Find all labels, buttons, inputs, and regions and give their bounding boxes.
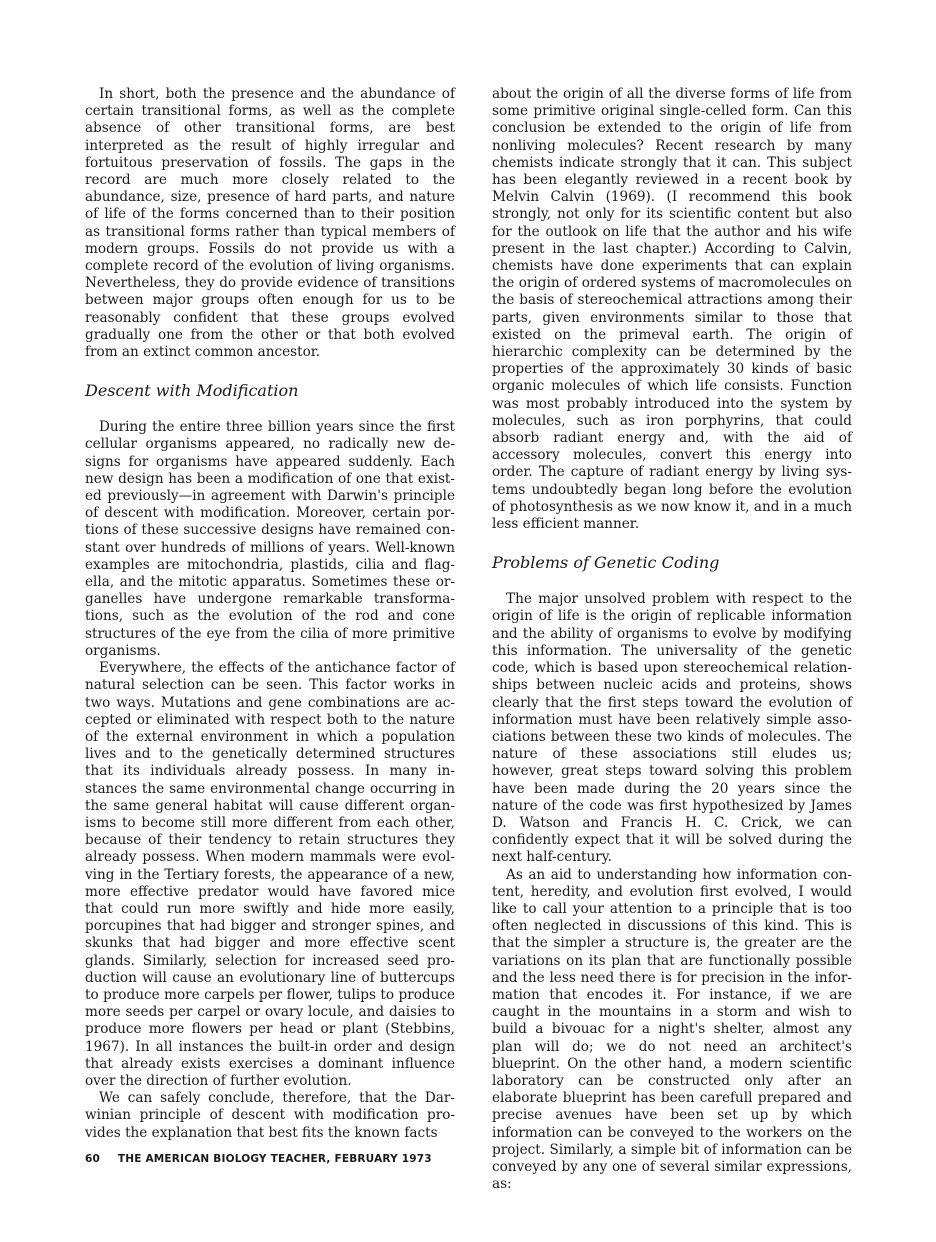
paragraph-natural-selection: Everywhere, the effects of the antichance factor of natural selection can be seen. This factor works in two ways. Mutations and gene combinations are accepted or eliminated with respect both to the nature of the external environment in which a population lives and to the genetically determined structures that its individuals already possess. In many instances the same environmental change occurring in the same general habitat will cause different organisms to become still more different from each other, because of their tendency to retain structures they already possess. When modern mammals were evolving in the Tertiary forests, the appearance of a new, more effective predator would have favored mice that could run more swiftly and hide more easily, porcupines that had bigger and stronger spines, and skunks that had bigger and more effective scent glands. Similarly, selection for increased seed production will cause an evolutionary line of buttercups to produce more carpels per flower, tulips to produce more seeds per carpel or ovary locule, and daisies to produce more flowers per head or plant (Stebbins, 1967). In all instances the built-in order and design that already exists exercises a dominant influence over the direction of further evolution.: [85, 660, 455, 1089]
paragraph-genetic-code: The major unsolved problem with respect to the origin of life is the origin of replicable information and the ability of organisms to evolve by modifying this information. The universality of the genetic code, which is based upon stereochemical relationships between nucleic acids and proteins, shows clearly that the first steps toward the evolution of information must have been relatively simple associations between these two kinds of molecules. The nature of these associations still eludes us; however, great steps toward solving this problem have been made during the 20 years since the nature of the code was first hypothesized by James D. Watson and Francis H. C. Crick, we can confidently expect that it will be solved during the next half-century.: [492, 591, 852, 866]
paragraph-transitional-forms: In short, both the presence and the abundance of certain transitional forms, as well as the complete absence of other transitional forms, are best interpreted as the result of highly irregular and fortuitous preservation of fossils. The gaps in the record are much more closely related to the abundance, size, presence of hard parts, and nature of life of the forms concerned than to their position as transitional forms rather than typical members of modern groups. Fossils do not provide us with a complete record of the evolution of living organisms. Nevertheless, they do provide evidence of transitions between major groups often enough for us to be reasonably confident that these groups evolved gradually one from the other or that both evolved from an extinct common ancestor.: [85, 86, 455, 361]
paragraph-new-designs: During the entire three billion years since the first cellular organisms appeared, no radically new designs for organisms have appeared suddenly. Each new design has been a modification of one that existed previously—in agreement with Darwin's principle of descent with modification. Moreover, certain portions of these successive designs have remained constant over hundreds of millions of years. Well-known examples are mitochondria, plastids, cilia and flagella, and the mitotic apparatus. Sometimes these organelles have undergone remarkable transformations, such as the evolution of the rod and cone structures of the eye from the cilia of more primitive organisms.: [85, 419, 455, 659]
paragraph-origin-of-life: about the origin of all the diverse forms of life from some primitive original single-celled form. Can this conclusion be extended to the origin of life from nonliving molecules? Recent research by many chemists indicate strongly that it can. This subject has been elegantly reviewed in a recent book by Melvin Calvin (1969). (I recommend this book strongly, not only for its scientific content but also for the outlook on life that the author and his wife present in the last chapter.) According to Calvin, chemists have done experiments that can explain the origin of ordered systems of macromolecules on the basis of stereochemical attractions among their parts, given environments similar to those that existed on the primeval earth. The origin of hierarchic complexity can be determined by the properties of the approximately 30 kinds of basic organic molecules of which life consists. Function was most probably introduced into the system by molecules, such as iron porphyrins, that could absorb radiant energy and, with the aid of accessory molecules, convert this energy into order. The capture of radiant energy by living systems undoubtedly began long before the evolution of photosynthesis as we now know it, and in a much less efficient manner.: [492, 86, 852, 533]
left-column: [85, 86, 455, 1142]
page-number: 60: [85, 1153, 101, 1165]
journal-citation: THE AMERICAN BIOLOGY TEACHER, FEBRUARY 1973: [117, 1153, 432, 1165]
paragraph-conclusion: We can safely conclude, therefore, that the Darwinian principle of descent with modification provides the explanation that best fits the known facts: [85, 1090, 455, 1141]
page-footer: [85, 1153, 432, 1165]
section-heading-problems-of-genetic-coding: Problems of Genetic Coding: [492, 553, 720, 573]
paragraph-information-principle: As an aid to understanding how information content, heredity, and evolution first evolved, I would like to call your attention to a principle that is too often neglected in discussions of this kind. This is that the simpler a structure is, the greater are the variations on its plan that are functionally possible and the less need there is for precision in the information that encodes it. For instance, if we are caught in the mountains in a storm and wish to build a bivouac for a night's shelter, almost any plan will do; we do not need an architect's blueprint. On the other hand, a modern scientific laboratory can be constructed only after an elaborate blueprint has been carefull prepared and precise avenues have been set up by which information can be conveyed to the workers on the project. Similarly, a simple bit of information can be conveyed by any one of several similar expressions, as:: [492, 866, 852, 1193]
section-heading-descent-with-modification: Descent with Modification: [85, 381, 299, 401]
right-column: [492, 86, 852, 1193]
